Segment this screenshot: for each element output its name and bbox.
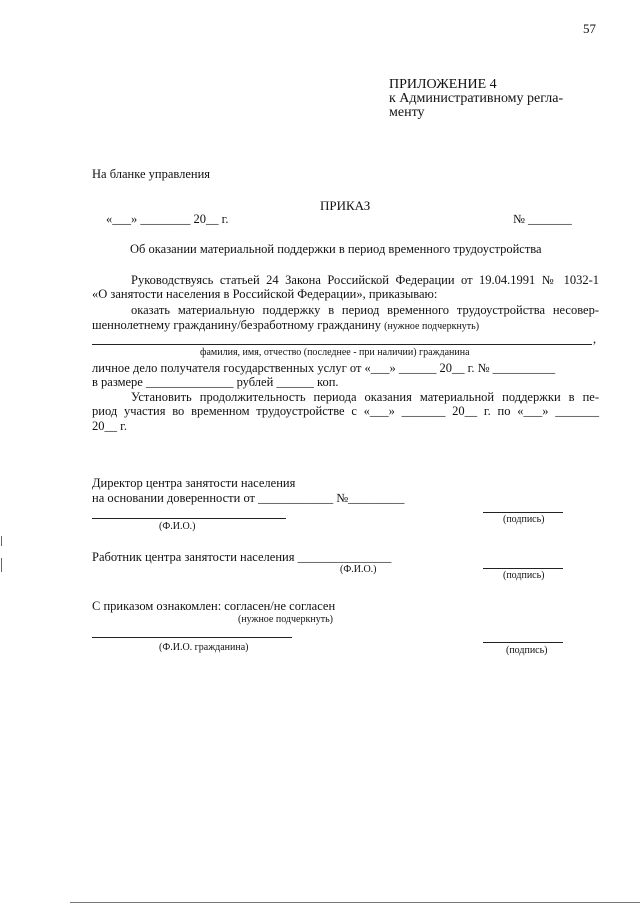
- case-line: личное дело получателя государственных услуг от «___» ______ 20__ г. № __________: [92, 361, 556, 375]
- director-power-of-attorney: на основании доверенности от ____________ №_________: [92, 491, 405, 505]
- letterhead-note: На бланке управления: [92, 167, 211, 181]
- acknowledgement-line: С приказом ознакомлен: согласен/не согласен: [92, 599, 336, 613]
- worker-sign-label: (подпись): [503, 570, 545, 581]
- director-title: Директор центра занятости населения: [92, 476, 296, 490]
- order-subject: Об оказании материальной поддержки в период временного трудоустройства: [130, 242, 542, 256]
- citizen-fio-label: (Ф.И.О. гражданина): [159, 642, 249, 653]
- citizen-sign-label: (подпись): [506, 645, 548, 656]
- fio-comma: ,: [593, 332, 597, 346]
- paragraph-2-line-2: [92, 319, 479, 332]
- paragraph-1-line-1: Руководствуясь статьей 24 Закона Российской Федерации от 19.04.1991 № 1032-1: [131, 273, 599, 287]
- scan-bottom-edge: [70, 902, 640, 903]
- paragraph-2-note: (нужное подчеркнуть): [384, 321, 480, 332]
- order-date-line: «___» ________ 20__ г.: [106, 212, 229, 226]
- acknowledgement-note: (нужное подчеркнуть): [238, 614, 333, 625]
- appendix-title: ПРИЛОЖЕНИЕ 4: [389, 77, 497, 92]
- order-title: ПРИКАЗ: [320, 198, 371, 213]
- fio-caption: фамилия, имя, отчество (последнее - при наличии) гражданина: [200, 347, 470, 358]
- worker-line: Работник центра занятости населения _______________: [92, 550, 392, 564]
- director-fio-line: [92, 518, 286, 519]
- worker-sign-line: [483, 568, 563, 569]
- appendix-line-3: менту: [389, 105, 425, 120]
- appendix-line-2: к Административному регла-: [389, 91, 564, 106]
- paragraph-1-line-2: «О занятости населения в Российской Федерации», приказываю:: [92, 287, 438, 301]
- worker-fio-label: (Ф.И.О.): [340, 564, 377, 575]
- paragraph-2-text: шеннолетнему гражданину/безработному гражданину: [92, 318, 381, 332]
- director-sign-line: [483, 512, 563, 513]
- paragraph-2-line-1: оказать материальную поддержку в период временного трудоустройства несовер-: [131, 303, 599, 317]
- paragraph-3-line-2: риод участия во временном трудоустройстве с «___» _______ 20__ г. по «___» _______: [92, 404, 599, 418]
- director-sign-label: (подпись): [503, 514, 545, 525]
- fio-fill-line: [92, 344, 592, 345]
- director-fio-label: (Ф.И.О.): [159, 521, 196, 532]
- page-number: 57: [583, 21, 596, 36]
- paragraph-3-line-3: 20__ г.: [92, 419, 127, 433]
- citizen-fio-line: [92, 637, 292, 638]
- order-number-line: № _______: [513, 212, 572, 226]
- paragraph-3-line-1: Установить продолжительность периода оказания материальной поддержки в пе-: [131, 390, 599, 404]
- amount-line: в размере ______________ рублей ______ коп.: [92, 375, 339, 389]
- scan-edge-mark: [1, 558, 2, 572]
- scan-edge-mark: [1, 536, 2, 546]
- citizen-sign-line: [483, 642, 563, 643]
